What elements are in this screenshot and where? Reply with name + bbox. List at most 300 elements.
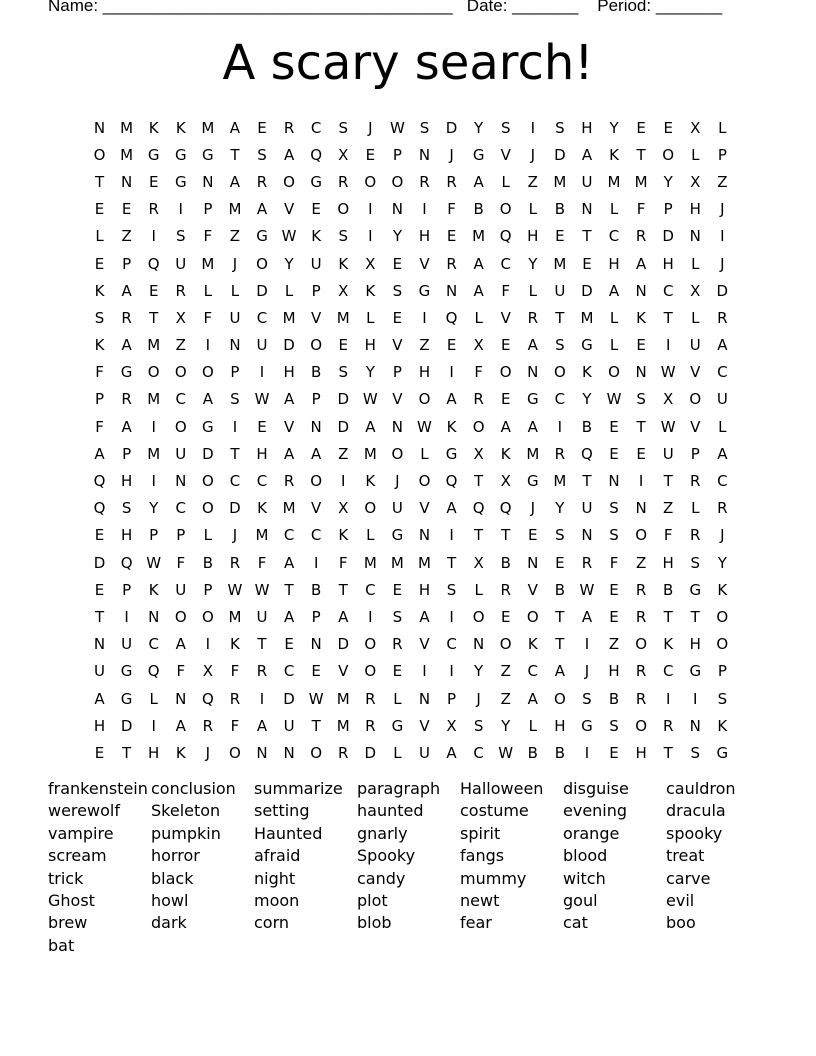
grid-letter: R [717,308,728,327]
grid-letter: O [716,607,729,626]
grid-letter: C [554,390,566,409]
grid-letter: S [500,118,511,137]
grid-letter: P [690,444,700,463]
grid-letter: G [526,390,539,409]
word-bank-item: werewolf [48,801,120,821]
grid-letter: O [337,200,350,219]
grid-row [86,712,736,739]
grid-letter: G [716,743,729,762]
grid-letter: L [691,145,700,164]
grid-letter: V [311,499,322,518]
grid-letter: N [121,172,133,191]
grid-letter: N [581,200,593,219]
grid-letter: E [338,336,348,355]
grid-letter: A [717,336,728,355]
grid-letter: N [689,227,701,246]
grid-letter: D [337,635,350,654]
grid-letter: I [151,227,156,246]
grid-letter: A [473,281,484,300]
grid-letter: I [693,689,698,708]
grid-letter: C [256,472,268,491]
grid-letter: I [720,227,725,246]
grid-letter: Q [445,308,458,327]
grid-letter: E [609,607,619,626]
grid-letter: A [121,336,132,355]
grid-letter: E [663,118,673,137]
grid-letter: K [527,635,538,654]
grid-letter: C [446,635,457,654]
grid-letter: B [554,200,566,219]
grid-letter: N [310,417,322,436]
grid-row [86,196,736,223]
grid-letter: F [203,308,213,327]
word-bank-item: fear [460,913,492,933]
word-bank-item: afraid [254,846,301,866]
grid-letter: Z [500,689,511,708]
grid-letter: A [554,662,565,681]
letter-grid [86,114,736,767]
grid-letter: S [555,118,565,137]
grid-row [86,576,736,603]
grid-letter: O [310,472,323,491]
grid-letter: I [151,417,156,436]
grid-letter: H [120,526,133,545]
grid-letter: D [716,281,729,300]
grid-letter: S [338,118,348,137]
grid-letter: U [662,444,674,463]
grid-letter: H [608,662,620,681]
grid-letter: I [665,689,671,708]
grid-letter: M [363,553,377,572]
grid-letter: L [474,308,483,327]
grid-letter: N [608,472,620,491]
grid-letter: F [176,553,186,572]
grid-letter: V [690,417,701,436]
grid-letter: I [368,607,373,626]
grid-letter: W [660,417,676,436]
grid-letter: E [528,526,538,545]
grid-letter: G [391,716,404,735]
grid-letter: X [690,118,701,137]
grid-letter: M [553,472,567,491]
grid-letter: S [609,526,619,545]
grid-letter: E [609,743,619,762]
grid-letter: D [337,417,350,436]
word-bank-item: Haunted [254,823,323,843]
grid-letter: Y [392,227,402,246]
grid-letter: X [473,444,484,463]
grid-letter: E [609,444,619,463]
grid-letter: R [527,308,538,327]
word-bank-item: bat [48,935,75,955]
grid-letter: Q [499,227,512,246]
grid-letter: M [607,172,621,191]
grid-letter: G [689,662,702,681]
grid-letter: S [121,499,132,518]
grid-letter: D [256,281,268,300]
grid-letter: U [391,499,403,518]
grid-letter: M [418,553,431,572]
grid-letter: W [254,580,270,599]
grid-letter: S [446,580,457,599]
grid-letter: X [473,553,484,572]
grid-letter: P [230,363,240,382]
grid-letter: M [228,200,242,219]
grid-letter: O [499,200,512,219]
grid-letter: H [689,635,701,654]
grid-letter: F [447,200,456,219]
grid-letter: K [311,227,322,246]
grid-letter: H [662,254,674,273]
grid-letter: O [283,172,295,191]
grid-letter: M [282,308,296,327]
grid-letter: X [446,716,457,735]
grid-letter: U [175,444,187,463]
word-bank-item: dark [151,913,187,933]
grid-letter: T [94,172,105,191]
grid-letter: K [663,635,674,654]
grid-letter: B [311,363,322,382]
grid-letter: S [94,308,105,327]
grid-letter: A [121,417,132,436]
grid-letter: O [635,716,647,735]
grid-letter: I [124,607,129,626]
grid-letter: X [338,499,349,518]
grid-letter: O [364,662,377,681]
grid-letter: X [500,472,511,491]
grid-letter: M [201,118,215,137]
grid-letter: B [500,553,511,572]
grid-letter: A [608,281,620,300]
grid-letter: V [392,336,403,355]
grid-letter: D [662,227,674,246]
grid-letter: T [555,635,565,654]
grid-letter: P [122,580,132,599]
grid-letter: E [257,417,267,436]
grid-letter: N [93,635,106,654]
grid-letter: I [259,689,265,708]
grid-letter: R [148,200,159,219]
grid-letter: O [689,390,702,409]
grid-letter: J [368,118,373,137]
grid-letter: I [449,363,454,382]
grid-letter: R [256,662,268,681]
grid-letter: V [392,390,403,409]
grid-letter: A [473,172,484,191]
grid-row [86,603,736,630]
grid-letter: I [341,472,346,491]
grid-letter: H [418,580,431,599]
grid-letter: M [336,716,350,735]
grid-letter: Y [365,363,375,382]
grid-letter: F [636,200,646,219]
grid-letter: F [203,227,213,246]
grid-letter: T [663,607,673,626]
grid-letter: E [636,444,646,463]
grid-letter: G [202,145,214,164]
grid-letter: C [662,281,674,300]
grid-letter: A [94,444,105,463]
grid-letter: M [553,254,567,273]
grid-letter: T [149,308,159,327]
grid-row [86,250,736,277]
grid-letter: X [365,254,376,273]
grid-letter: K [365,281,376,300]
word-bank-item: setting [254,801,310,821]
grid-letter: Q [147,254,160,273]
grid-letter: I [178,200,183,219]
grid-letter: G [256,227,268,246]
grid-letter: E [365,145,376,164]
grid-letter: S [176,227,186,246]
grid-letter: U [175,254,187,273]
grid-letter: R [338,172,349,191]
word-bank-item: Halloween [460,779,544,798]
grid-letter: G [581,336,593,355]
grid-letter: J [395,472,400,491]
word-bank-item: summarize [254,779,343,798]
grid-letter: T [446,553,457,572]
grid-letter: P [311,607,321,626]
grid-letter: T [284,580,294,599]
grid-letter: M [228,607,242,626]
word-bank-item: evening [563,801,628,821]
grid-letter: Q [93,499,106,518]
grid-letter: E [94,254,105,273]
grid-letter: W [389,118,405,137]
grid-letter: F [95,363,104,382]
grid-letter: N [93,118,106,137]
grid-row [86,332,736,359]
word-bank-item: dracula [666,801,726,821]
grid-letter: O [635,635,647,654]
grid-letter: M [553,172,567,191]
grid-letter: T [501,526,511,545]
grid-letter: M [255,526,269,545]
grid-letter: P [717,145,727,164]
grid-letter: A [419,607,430,626]
grid-letter: M [282,499,296,518]
grid-letter: Q [147,662,160,681]
word-bank-item: brew [48,913,88,933]
grid-letter: N [391,417,404,436]
grid-letter: H [527,227,539,246]
grid-letter: Q [499,499,512,518]
grid-letter: E [94,580,105,599]
grid-letter: Y [582,390,592,409]
word-bank-item: pumpkin [151,823,221,843]
grid-letter: E [148,281,159,300]
grid-letter: H [418,227,431,246]
grid-letter: P [392,363,402,382]
grid-letter: J [232,526,238,545]
word-bank-item: plot [357,890,388,910]
grid-letter: N [473,635,485,654]
grid-letter: N [283,743,295,762]
word-bank-item: boo [666,913,696,933]
grid-letter: O [174,417,187,436]
grid-letter: T [230,444,240,463]
word-bank-item: corn [254,913,290,933]
grid-letter: T [555,607,565,626]
grid-letter: P [122,444,132,463]
grid-letter: G [120,662,133,681]
grid-letter: D [364,743,377,762]
grid-letter: C [148,635,159,654]
grid-letter: M [390,553,404,572]
grid-letter: X [338,281,349,300]
grid-letter: H [635,743,647,762]
grid-letter: A [283,553,295,572]
grid-letter: X [690,281,701,300]
word-bank-item: black [151,868,194,888]
grid-letter: W [308,689,324,708]
grid-letter: J [476,689,481,708]
grid-letter: P [392,145,402,164]
grid-letter: G [472,145,485,164]
grid-letter: U [689,336,701,355]
grid-letter: K [94,281,105,300]
grid-row [86,495,736,522]
grid-letter: E [609,417,619,436]
grid-letter: C [310,118,322,137]
grid-letter: L [691,499,700,518]
grid-letter: E [121,200,132,219]
grid-letter: O [310,743,323,762]
grid-letter: V [419,635,430,654]
grid-letter: O [553,689,566,708]
grid-letter: M [147,336,161,355]
grid-letter: H [283,363,295,382]
grid-letter: R [635,662,647,681]
grid-letter: H [148,743,160,762]
grid-letter: C [175,390,187,409]
grid-letter: H [554,716,566,735]
grid-letter: P [447,689,457,708]
grid-letter: W [254,390,270,409]
grid-letter: E [94,200,105,219]
grid-letter: C [310,526,322,545]
grid-letter: R [392,635,403,654]
grid-letter: F [663,526,673,545]
grid-letter: D [283,689,295,708]
grid-letter: O [472,607,485,626]
grid-letter: C [283,526,295,545]
grid-letter: B [554,580,566,599]
grid-letter: R [635,227,647,246]
grid-letter: E [555,227,565,246]
grid-letter: K [338,526,349,545]
word-bank-item: howl [151,890,189,910]
grid-letter: Z [175,336,186,355]
grid-letter: Q [93,472,106,491]
grid-letter: X [690,172,701,191]
grid-letter: N [635,499,647,518]
grid-letter: R [473,390,484,409]
grid-letter: B [473,200,484,219]
grid-row [86,739,736,766]
grid-letter: L [393,743,402,762]
grid-letter: R [229,553,241,572]
grid-letter: L [691,308,700,327]
grid-letter: P [717,662,727,681]
grid-letter: L [609,308,619,327]
grid-letter: Z [608,635,620,654]
grid-letter: N [418,526,431,545]
grid-letter: W [660,363,676,382]
grid-letter: W [281,227,297,246]
grid-letter: T [122,743,132,762]
grid-letter: A [229,172,241,191]
grid-letter: R [635,607,647,626]
grid-letter: K [175,118,186,137]
grid-letter: Y [528,254,538,273]
grid-letter: K [582,363,592,382]
grid-letter: W [579,580,595,599]
grid-letter: J [530,499,535,518]
grid-letter: A [283,390,295,409]
grid-letter: N [689,716,701,735]
grid-letter: I [151,472,156,491]
grid-letter: F [474,363,483,382]
grid-letter: Q [201,689,214,708]
grid-letter: Q [310,145,323,164]
grid-letter: P [149,526,159,545]
grid-letter: C [527,662,539,681]
grid-letter: S [473,716,484,735]
grid-letter: N [418,689,431,708]
grid-letter: P [311,281,321,300]
grid-letter: O [364,635,377,654]
grid-letter: L [609,336,619,355]
word-bank-item: gnarly [357,823,408,843]
grid-letter: Q [581,444,593,463]
grid-letter: Z [717,172,728,191]
grid-letter: P [176,526,186,545]
grid-letter: O [608,363,620,382]
grid-letter: V [419,499,430,518]
grid-letter: I [530,118,535,137]
grid-letter: K [175,743,186,762]
grid-letter: D [283,336,295,355]
grid-letter: V [419,254,430,273]
grid-letter: P [122,254,132,273]
grid-letter: K [636,308,647,327]
grid-letter: F [501,281,511,300]
grid-letter: V [500,145,511,164]
grid-letter: J [232,254,238,273]
grid-letter: A [527,336,538,355]
grid-letter: O [364,499,377,518]
name-field-label: Name: _____________________________________ [48,0,453,15]
word-bank-item: candy [357,868,406,888]
grid-letter: E [94,526,105,545]
grid-letter: G [391,526,404,545]
grid-letter: H [364,336,376,355]
grid-row [86,549,736,576]
word-bank-item: paragraph [357,779,441,798]
grid-letter: R [662,716,674,735]
grid-letter: A [581,145,593,164]
grid-letter: D [445,118,458,137]
grid-letter: I [205,336,211,355]
grid-letter: P [203,200,213,219]
grid-row [86,386,736,413]
grid-letter: V [500,308,511,327]
grid-letter: A [717,444,728,463]
grid-letter: N [418,145,431,164]
grid-letter: O [499,635,512,654]
